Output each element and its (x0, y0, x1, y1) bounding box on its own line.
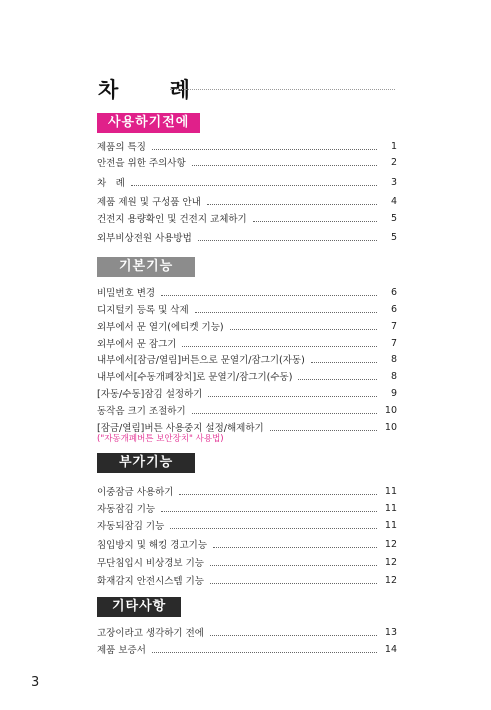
leader-dots (298, 379, 377, 380)
toc-entry-label: 내부에서[수동개폐장치]로 문열기/잠그기(수동) (97, 372, 293, 383)
toc-entry[interactable] (97, 500, 397, 516)
toc-entry-page: 14 (384, 643, 397, 655)
leader-dots (152, 149, 377, 150)
leader-dots (182, 346, 377, 347)
toc-entry-page: 12 (384, 538, 397, 550)
toc-entry-label: 차 례 (97, 178, 125, 189)
leader-dots (179, 494, 377, 495)
toc-entry[interactable] (97, 385, 397, 401)
toc-entry-page: 10 (384, 404, 397, 416)
toc-entry-page: 13 (384, 626, 397, 638)
toc-entry-page: 5 (390, 212, 397, 224)
toc-entry-label: 자동되잠김 기능 (97, 521, 165, 532)
toc-entry-label: [자동/수동]잠김 설정하기 (97, 389, 203, 400)
toc-entry-page: 6 (390, 303, 397, 315)
toc-entry[interactable] (97, 554, 397, 570)
toc-entry-page: 12 (384, 574, 397, 586)
toc-entry[interactable] (97, 517, 397, 533)
leader-dots (131, 185, 377, 186)
toc-entry-label: 디지털키 등록 및 삭제 (97, 305, 189, 316)
toc-entry-page: 7 (390, 337, 397, 349)
toc-entry-page: 11 (384, 502, 397, 514)
toc-entry-label: 침입방지 및 해킹 경고기능 (97, 540, 208, 551)
leader-dots (192, 413, 377, 414)
toc-entry-label: 안전을 위한 주의사항 (97, 158, 186, 169)
toc-entry-page: 12 (384, 556, 397, 568)
toc-entry-page: 11 (384, 485, 397, 497)
toc-entry-label: 건전지 용량확인 및 건전지 교체하기 (97, 214, 247, 225)
toc-entry[interactable] (97, 229, 397, 245)
toc-entry-page: 2 (390, 156, 397, 168)
toc-entry-label: 외부에서 문 열기(에티켓 기능) (97, 322, 224, 333)
leader-dots (208, 396, 377, 397)
leader-dots (213, 547, 377, 548)
toc-entry[interactable] (97, 318, 397, 334)
toc-entry-page: 3 (390, 176, 397, 188)
toc-entry[interactable] (97, 193, 397, 209)
toc-sub-note: ("자동개폐버튼 보안장치" 사용법) (97, 434, 224, 444)
toc-entry-page: 8 (390, 370, 397, 382)
toc-entry[interactable] (97, 483, 397, 499)
toc-entry-label: 자동잠김 기능 (97, 504, 156, 515)
toc-entry[interactable] (97, 572, 397, 588)
toc-title: 차 례 (98, 78, 212, 102)
toc-entry-label: 고장이라고 생각하기 전에 (97, 628, 204, 639)
toc-entry[interactable] (97, 335, 397, 351)
toc-entry-label: [잠금/열림]버튼 사용중지 설정/해제하기 (97, 423, 264, 434)
leader-dots (253, 221, 377, 222)
toc-entry-label: 제품 보증서 (97, 645, 146, 656)
leader-dots (152, 652, 377, 653)
toc-entry[interactable] (97, 210, 397, 226)
toc-entry-page: 9 (390, 387, 397, 399)
toc-entry[interactable] (97, 284, 397, 300)
leader-dots (161, 295, 377, 296)
toc-entry-label: 비밀번호 변경 (97, 288, 156, 299)
toc-entry-page: 5 (390, 231, 397, 243)
toc-entry-label: 외부비상전원 사용방법 (97, 233, 192, 244)
toc-entry-page: 10 (384, 421, 397, 433)
leader-dots (207, 204, 377, 205)
toc-entry-label: 무단침입시 비상경보 기능 (97, 558, 204, 569)
toc-entry-label: 이중잠금 사용하기 (97, 487, 174, 498)
toc-entry[interactable] (97, 138, 397, 154)
toc-entry-page: 7 (390, 320, 397, 332)
toc-entry-page: 4 (390, 195, 397, 207)
toc-entry[interactable] (97, 624, 397, 640)
leader-dots (210, 635, 377, 636)
toc-entry-page: 8 (390, 353, 397, 365)
toc-entry-label: 제품의 특징 (97, 142, 146, 153)
toc-entry[interactable] (97, 154, 397, 170)
toc-entry-label: 제품 제원 및 구성품 안내 (97, 197, 201, 208)
section-heading-before-use: 사용하기전에 (97, 113, 200, 133)
section-heading-miscellaneous: 기타사항 (97, 597, 181, 617)
toc-entry-page: 1 (390, 140, 397, 152)
title-rule (170, 89, 395, 90)
toc-entry-page: 11 (384, 519, 397, 531)
toc-entry-page: 6 (390, 286, 397, 298)
toc-entry[interactable] (97, 351, 397, 367)
page-number: 3 (31, 675, 40, 690)
leader-dots (161, 511, 377, 512)
leader-dots (198, 240, 377, 241)
leader-dots (210, 565, 377, 566)
toc-entry[interactable] (97, 301, 397, 317)
toc-entry[interactable] (97, 641, 397, 657)
leader-dots (192, 165, 377, 166)
leader-dots (230, 329, 377, 330)
leader-dots (195, 312, 377, 313)
leader-dots (170, 528, 377, 529)
toc-entry-label: 동작음 크기 조절하기 (97, 406, 186, 417)
section-heading-additional-functions: 부가기능 (97, 453, 195, 473)
leader-dots (311, 362, 377, 363)
toc-entry-label: 외부에서 문 잠그기 (97, 339, 177, 350)
toc-entry-label: 화재감지 안전시스템 기능 (97, 576, 204, 587)
section-heading-basic-functions: 기본기능 (97, 257, 195, 277)
toc-entry[interactable] (97, 368, 397, 384)
toc-entry[interactable] (97, 174, 397, 190)
leader-dots (210, 583, 377, 584)
toc-entry[interactable] (97, 402, 397, 418)
toc-entry[interactable] (97, 536, 397, 552)
leader-dots (270, 430, 377, 431)
toc-entry-label: 내부에서[잠금/열림]버튼으로 문열기/잠그기(자동) (97, 355, 305, 366)
